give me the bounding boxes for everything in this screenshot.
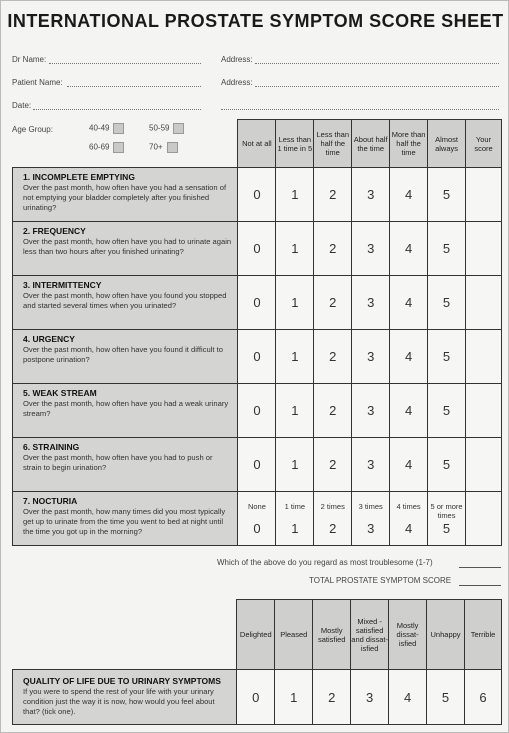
- question-row: [13, 384, 502, 438]
- question-text: Over the past month, how many times did you most typically get up to urinate from the time you went to bed at night until the time you got up in the morning?: [23, 507, 226, 536]
- your-score-cell[interactable]: [466, 330, 502, 384]
- question-title: 1. INCOMPLETE EMPTYING: [23, 172, 135, 182]
- your-score-cell[interactable]: [466, 276, 502, 330]
- header-unhappy: Unhappy: [427, 600, 465, 670]
- header-spacer: [13, 120, 238, 168]
- score-option[interactable]: 1: [276, 222, 314, 276]
- score-option[interactable]: 1: [276, 276, 314, 330]
- header-not-at-all: Not at all: [238, 120, 276, 168]
- question-text: Over the past month, how often have you had a sensation of not emptying your bladder completely after you finished urinating?: [23, 183, 227, 212]
- score-option[interactable]: 3: [352, 330, 390, 384]
- question-text: Over the past month, how often have you found you stopped and started several times when you urinated?: [23, 291, 227, 310]
- score-option[interactable]: 1: [276, 168, 314, 222]
- address-label-1: Address:: [221, 55, 253, 64]
- question-title: 2. FREQUENCY: [23, 226, 86, 236]
- question-cell: [13, 276, 238, 330]
- score-option[interactable]: 1: [276, 384, 314, 438]
- question-row: [13, 330, 502, 384]
- score-option[interactable]: 3: [352, 222, 390, 276]
- header-pleased: Pleased: [275, 600, 313, 670]
- qol-option[interactable]: 4: [389, 670, 427, 725]
- qol-question-cell: [13, 670, 237, 725]
- header-mixed: Mixed - satisfied and dissat-isfied: [351, 600, 389, 670]
- score-option[interactable]: 0: [238, 276, 276, 330]
- header-less-than-1-in-5: Less than 1 time in 5: [276, 120, 314, 168]
- age-option-label: 60-69: [89, 142, 110, 152]
- header-about-half: About half the time: [352, 120, 390, 168]
- question-cell: [13, 438, 238, 492]
- score-value: 5: [442, 520, 451, 536]
- question-text: Over the past month, how often have you had to urinate again less than two hours after you finished urinating?: [23, 237, 232, 256]
- score-option[interactable]: 0: [238, 168, 276, 222]
- question-title: 6. STRAINING: [23, 442, 80, 452]
- age-option-label: 70+: [149, 142, 163, 152]
- score-option[interactable]: 5: [428, 222, 466, 276]
- total-score-line[interactable]: [459, 585, 501, 586]
- symptom-table: [12, 119, 502, 546]
- address-line-2[interactable]: [255, 86, 499, 87]
- score-option[interactable]: 4: [390, 384, 428, 438]
- header-mostly-satisfied: Mostly satisfied: [313, 600, 351, 670]
- your-score-cell[interactable]: [466, 168, 502, 222]
- header-almost-always: Almost always: [428, 120, 466, 168]
- question-row: [13, 168, 502, 222]
- score-value: 3: [367, 520, 375, 536]
- score-option[interactable]: 4: [390, 330, 428, 384]
- qol-text: If you were to spend the rest of your life with your urinary condition just the way it is now, how would you feel about that? (tick one).: [23, 687, 215, 716]
- question-title: 7. NOCTURIA: [23, 496, 78, 506]
- page-title: INTERNATIONAL PROSTATE SYMPTOM SCORE SHEET: [7, 11, 504, 31]
- question-text: Over the past month, how often have you had a weak urinary stream?: [23, 399, 229, 418]
- qol-option[interactable]: 5: [427, 670, 465, 725]
- score-option[interactable]: [390, 492, 428, 546]
- date-line[interactable]: [33, 109, 201, 110]
- patient-name-line[interactable]: [67, 86, 201, 87]
- score-value: 2: [329, 520, 337, 536]
- question-text: Over the past month, how often have you had to push or strain to begin urination?: [23, 453, 213, 472]
- header-delighted: Delighted: [237, 600, 275, 670]
- question-cell: [13, 330, 238, 384]
- question-row: [13, 222, 502, 276]
- score-option[interactable]: 1: [276, 438, 314, 492]
- score-option[interactable]: 5: [428, 330, 466, 384]
- score-option[interactable]: [276, 492, 314, 546]
- score-option[interactable]: 5: [428, 438, 466, 492]
- score-value: 4: [404, 520, 413, 536]
- qol-title: QUALITY OF LIFE DUE TO URINARY SYMPTOMS: [23, 676, 221, 686]
- score-option[interactable]: 1: [276, 330, 314, 384]
- header-terrible: Terrible: [465, 600, 502, 670]
- nocturia-label: 4 times: [396, 501, 421, 511]
- question-cell: [13, 492, 238, 546]
- header-more-than-half: More than half the time: [390, 120, 428, 168]
- age-option-label: 50-59: [149, 123, 170, 133]
- qol-option[interactable]: 1: [275, 670, 313, 725]
- score-option[interactable]: 0: [238, 222, 276, 276]
- score-option[interactable]: 2: [314, 438, 352, 492]
- score-value: 1: [291, 520, 299, 536]
- address-label-2: Address:: [221, 78, 253, 87]
- score-option[interactable]: 2: [314, 168, 352, 222]
- score-option[interactable]: 2: [314, 384, 352, 438]
- score-option[interactable]: [238, 492, 276, 546]
- nocturia-label: 1 time: [284, 501, 306, 511]
- total-score-label: TOTAL PROSTATE SYMPTOM SCORE: [309, 576, 452, 585]
- question-row: [13, 276, 502, 330]
- address-line-3[interactable]: [221, 109, 499, 110]
- patient-name-label: Patient Name:: [12, 78, 63, 87]
- nocturia-label: 3 times: [358, 501, 383, 511]
- question-text: Over the past month, how often have you found it difficult to postpone urination?: [23, 345, 223, 364]
- question-title: 4. URGENCY: [23, 334, 75, 344]
- score-option[interactable]: 2: [314, 276, 352, 330]
- nocturia-label: 2 times: [320, 501, 345, 511]
- score-option[interactable]: [352, 492, 390, 546]
- qol-option[interactable]: 6: [465, 670, 502, 725]
- score-option[interactable]: [314, 492, 352, 546]
- address-line-1[interactable]: [255, 63, 499, 64]
- score-option[interactable]: 4: [390, 438, 428, 492]
- date-label: Date:: [12, 101, 32, 110]
- nocturia-label: 5 or more times: [430, 501, 463, 520]
- your-score-cell[interactable]: [466, 492, 502, 546]
- score-option[interactable]: 0: [238, 438, 276, 492]
- question-cell: [13, 222, 238, 276]
- score-value: 0: [253, 520, 261, 536]
- troublesome-line[interactable]: [459, 567, 501, 568]
- score-option[interactable]: 5: [428, 276, 466, 330]
- dr-name-line[interactable]: [49, 63, 201, 64]
- age-group-label: Age Group:: [12, 125, 53, 134]
- score-option[interactable]: 4: [390, 168, 428, 222]
- question-row: [13, 438, 502, 492]
- qol-option[interactable]: 0: [237, 670, 275, 725]
- dr-name-label: Dr Name:: [12, 55, 47, 64]
- score-option[interactable]: 2: [314, 330, 352, 384]
- question-title: 3. INTERMITTENCY: [23, 280, 102, 290]
- score-option[interactable]: 0: [238, 330, 276, 384]
- score-option[interactable]: 4: [390, 222, 428, 276]
- header-spacer: [13, 600, 237, 670]
- qol-row: [13, 670, 502, 725]
- score-option[interactable]: 0: [238, 384, 276, 438]
- score-option[interactable]: 5: [428, 384, 466, 438]
- your-score-cell[interactable]: [466, 384, 502, 438]
- qol-table: [12, 599, 502, 725]
- header-mostly-dissatisfied: Mostly dissat-isfied: [389, 600, 427, 670]
- header-less-than-half: Less than half the time: [314, 120, 352, 168]
- header-your-score: Your score: [466, 120, 502, 168]
- score-option[interactable]: 3: [352, 276, 390, 330]
- question-title: 5. WEAK STREAM: [23, 388, 97, 398]
- question-cell: [13, 168, 238, 222]
- score-option[interactable]: 5: [428, 168, 466, 222]
- score-option[interactable]: 4: [390, 276, 428, 330]
- score-option[interactable]: 3: [352, 384, 390, 438]
- your-score-cell[interactable]: [466, 222, 502, 276]
- score-option[interactable]: 2: [314, 222, 352, 276]
- question-cell: [13, 384, 238, 438]
- troublesome-label: Which of the above do you regard as most troublesome (1-7): [217, 558, 433, 567]
- age-option-label: 40-49: [89, 123, 110, 133]
- score-option[interactable]: 3: [352, 438, 390, 492]
- your-score-cell[interactable]: [466, 438, 502, 492]
- nocturia-label: None: [247, 501, 266, 511]
- qol-option[interactable]: 3: [351, 670, 389, 725]
- question-row: [13, 492, 502, 546]
- score-option[interactable]: 3: [352, 168, 390, 222]
- qol-option[interactable]: 2: [313, 670, 351, 725]
- score-option[interactable]: [428, 492, 466, 546]
